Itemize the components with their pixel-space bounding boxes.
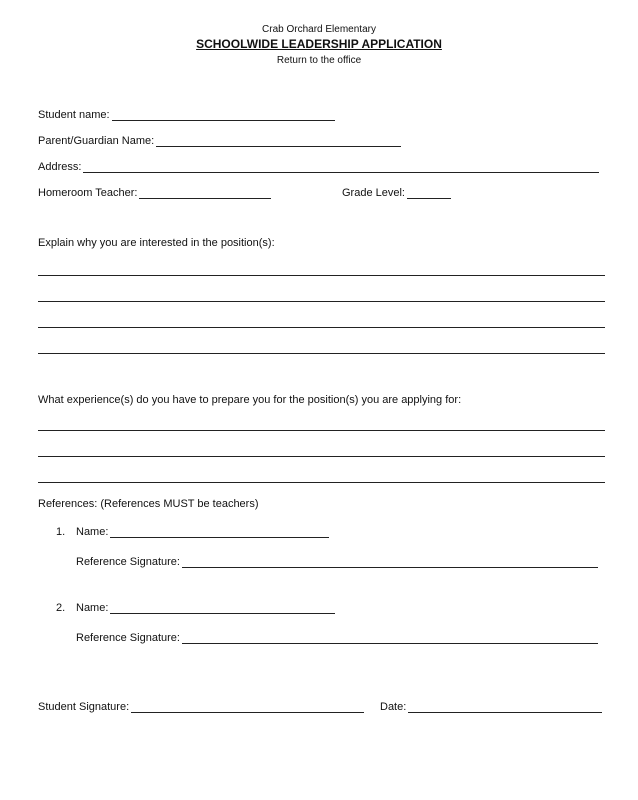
reference-2-signature-field	[76, 631, 598, 644]
grade-field	[342, 186, 451, 199]
parent-name-label: Parent/Guardian Name:	[38, 135, 155, 147]
address-field	[38, 160, 599, 173]
student-signature-line[interactable]	[131, 700, 364, 713]
form-title: SCHOOLWIDE LEADERSHIP APPLICATION	[196, 37, 442, 51]
reference-1-name-line[interactable]	[110, 525, 329, 538]
interest-answer-line[interactable]	[38, 301, 605, 302]
reference-1-name-field	[56, 525, 329, 538]
interest-question: Explain why you are interested in the position(s):	[38, 237, 275, 249]
date-line[interactable]	[408, 700, 602, 713]
homeroom-field	[38, 186, 271, 199]
reference-2-signature-label: Reference Signature:	[76, 632, 180, 644]
interest-answer-line[interactable]	[38, 275, 605, 276]
reference-1-name-label: Name:	[76, 526, 109, 538]
student-name-line[interactable]	[112, 108, 335, 121]
reference-1-signature-field	[76, 555, 598, 568]
experience-answer-line[interactable]	[38, 482, 605, 483]
address-label: Address:	[38, 161, 82, 173]
date-field	[380, 700, 602, 713]
reference-1-signature-label: Reference Signature:	[76, 556, 180, 568]
form-subtitle: Return to the office	[276, 55, 362, 66]
interest-answer-line[interactable]	[38, 327, 605, 328]
student-name-label: Student name:	[38, 109, 110, 121]
grade-line[interactable]	[407, 186, 451, 199]
reference-2-signature-line[interactable]	[182, 631, 598, 644]
experience-answer-line[interactable]	[38, 456, 605, 457]
homeroom-label: Homeroom Teacher:	[38, 187, 138, 199]
date-label: Date:	[380, 701, 407, 713]
address-line[interactable]	[83, 160, 599, 173]
parent-name-field	[38, 134, 401, 147]
student-name-field	[38, 108, 335, 121]
student-signature-label: Student Signature:	[38, 701, 130, 713]
interest-answer-line[interactable]	[38, 353, 605, 354]
reference-1-signature-line[interactable]	[182, 555, 598, 568]
reference-2-name-line[interactable]	[110, 601, 335, 614]
reference-2-name-field	[56, 601, 335, 614]
reference-1-number: 1.	[56, 526, 66, 538]
references-heading: References: (References MUST be teachers)	[38, 498, 259, 510]
parent-name-line[interactable]	[156, 134, 401, 147]
student-signature-field	[38, 700, 364, 713]
reference-2-name-label: Name:	[76, 602, 109, 614]
reference-2-number: 2.	[56, 602, 66, 614]
grade-label: Grade Level:	[342, 187, 405, 199]
experience-answer-line[interactable]	[38, 430, 605, 431]
experience-question: What experience(s) do you have to prepare you for the position(s) you are applying for:	[38, 394, 462, 406]
school-name: Crab Orchard Elementary	[262, 24, 376, 35]
homeroom-line[interactable]	[139, 186, 271, 199]
